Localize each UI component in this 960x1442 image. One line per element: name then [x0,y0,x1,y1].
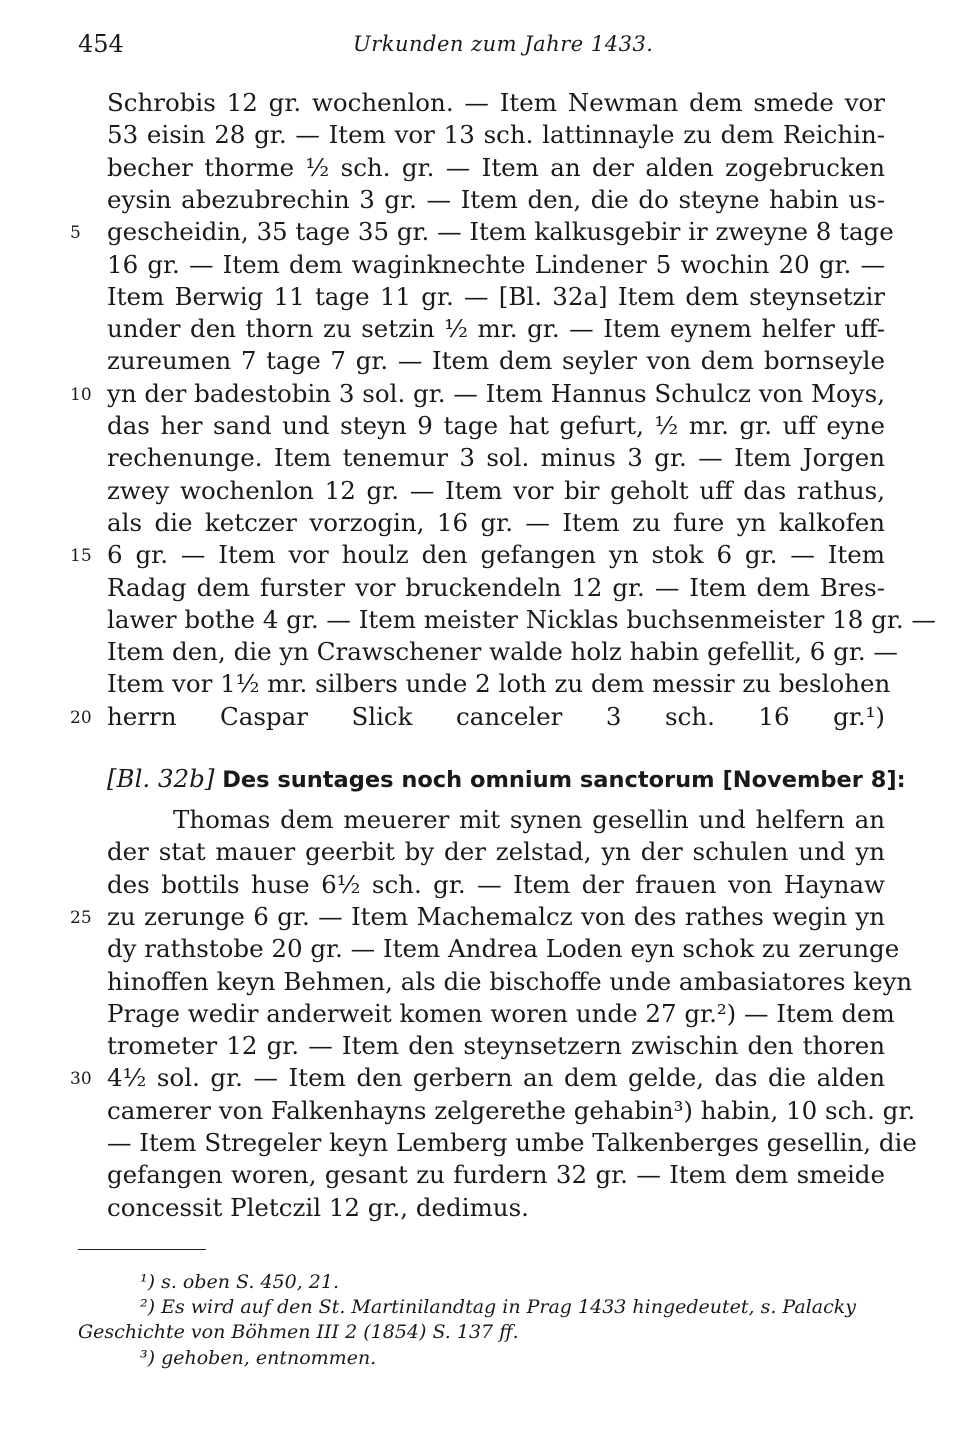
text-line: Radag dem furster vor bruckendeln 12 gr. — Item dem Bres- [107,572,885,602]
line-number: 10 [70,384,92,405]
text-line: concessit Pletczil 12 gr., dedimus. [107,1192,529,1222]
text-line: 16 gr. — Item dem waginknechte Lindener 5 wochin 20 gr. — [107,249,885,279]
section-heading [107,762,906,795]
text-line: lawer bothe 4 gr. — Item meister Nicklas buchsenmeister 18 gr. — [107,604,936,634]
line-number: 25 [70,907,92,928]
text-line: eysin abezubrechin 3 gr. — Item den, die do steyne habin us- [107,184,885,214]
text-line: camerer von Falkenhayns zelgerethe gehabin³) habin, 10 sch. gr. [107,1095,916,1125]
text-line: Item den, die yn Crawschener walde holz habin gefellit, 6 gr. — [107,637,898,667]
folio-marker: [Bl. 32b] [107,764,215,793]
text-line: becher thorme ½ sch. gr. — Item an der alden zogebrucken [107,152,885,182]
footnote-2-continued: Geschichte von Böhmen III 2 (1854) S. 137 ff. [78,1321,519,1343]
text-line: gefangen woren, gesant zu furdern 32 gr. — Item dem smeide [107,1160,885,1190]
page-header [78,30,886,66]
text-line: zureumen 7 tage 7 gr. — Item dem seyler von dem bornseyle [107,346,885,376]
line-number: 5 [70,223,81,244]
text-line: das her sand und steyn 9 tage hat gefurt, ½ mr. gr. uff eyne [107,411,885,440]
text-line: Schrobis 12 gr. wochenlon. — Item Newman dem smede vor [107,88,885,117]
text-line: Item Berwig 11 tage 11 gr. — [Bl. 32a] Item dem steynsetzir [107,281,885,311]
text-line: herrn Caspar Slick canceler 3 sch. 16 gr.¹) [107,701,885,731]
text-line: 53 eisin 28 gr. — Item vor 13 sch. lattinnayle zu dem Reichin- [107,120,885,150]
text-line: trometer 12 gr. — Item den steynsetzern zwischin den thoren [107,1031,885,1061]
text-line: — Item Stregeler keyn Lemberg umbe Talkenberges gesellin, die [107,1128,917,1157]
line-number: 15 [70,546,92,567]
footnote-2: ²) Es wird auf den St. Martinilandtag in Prag 1433 hingedeutet, s. Palacky [140,1296,856,1318]
text-line: Prage wedir anderweit komen woren unde 27 gr.²) — Item dem [107,998,895,1028]
text-line: Thomas dem meuerer mit synen gesellin und helfern an [173,805,885,834]
text-line: hinoffen keyn Behmen, als die bischoffe unde ambasiatores keyn [107,966,913,996]
line-number: 30 [70,1069,92,1090]
text-line: des bottils huse 6½ sch. gr. — Item der frauen von Haynaw [107,869,885,899]
text-line: zu zerunge 6 gr. — Item Machemalcz von des rathes wegin yn [107,901,885,931]
running-head: Urkunden zum Jahre 1433. [353,32,654,56]
text-line: als die ketczer vorzogin, 16 gr. — Item zu fure yn kalkofen [107,507,885,537]
section-title: Des suntages noch omnium sanctorum [November 8]: [222,767,906,793]
footnote-1: ¹) s. oben S. 450, 21. [140,1271,339,1293]
text-line: 6 gr. — Item vor houlz den gefangen yn stok 6 gr. — Item [107,540,885,570]
text-line: under den thorn zu setzin ½ mr. gr. — Item eynem helfer uff- [107,314,885,344]
page-number: 454 [78,30,124,58]
text-line: zwey wochenlon 12 gr. — Item vor bir geholt uff das rathus, [107,475,885,505]
text-line: gescheidin, 35 tage 35 gr. — Item kalkusgebir ir zweyne 8 tage [107,217,894,247]
line-number: 20 [70,707,92,728]
text-line: 4½ sol. gr. — Item den gerbern an dem gelde, das die alden [107,1063,885,1093]
text-line: der stat mauer geerbit by der zelstad, yn der schulen und yn [107,837,885,867]
footnote-3: ³) gehoben, entnommen. [140,1347,377,1369]
footnote-divider [78,1249,206,1250]
text-line: rechenunge. Item tenemur 3 sol. minus 3 gr. — Item Jorgen [107,443,885,473]
text-line: dy rathstobe 20 gr. — Item Andrea Loden eyn schok zu zerunge [107,934,900,964]
text-line: yn der badestobin 3 sol. gr. — Item Hannus Schulcz von Moys, [107,378,885,408]
text-line: Item vor 1½ mr. silbers unde 2 loth zu dem messir zu beslohen [107,669,891,699]
